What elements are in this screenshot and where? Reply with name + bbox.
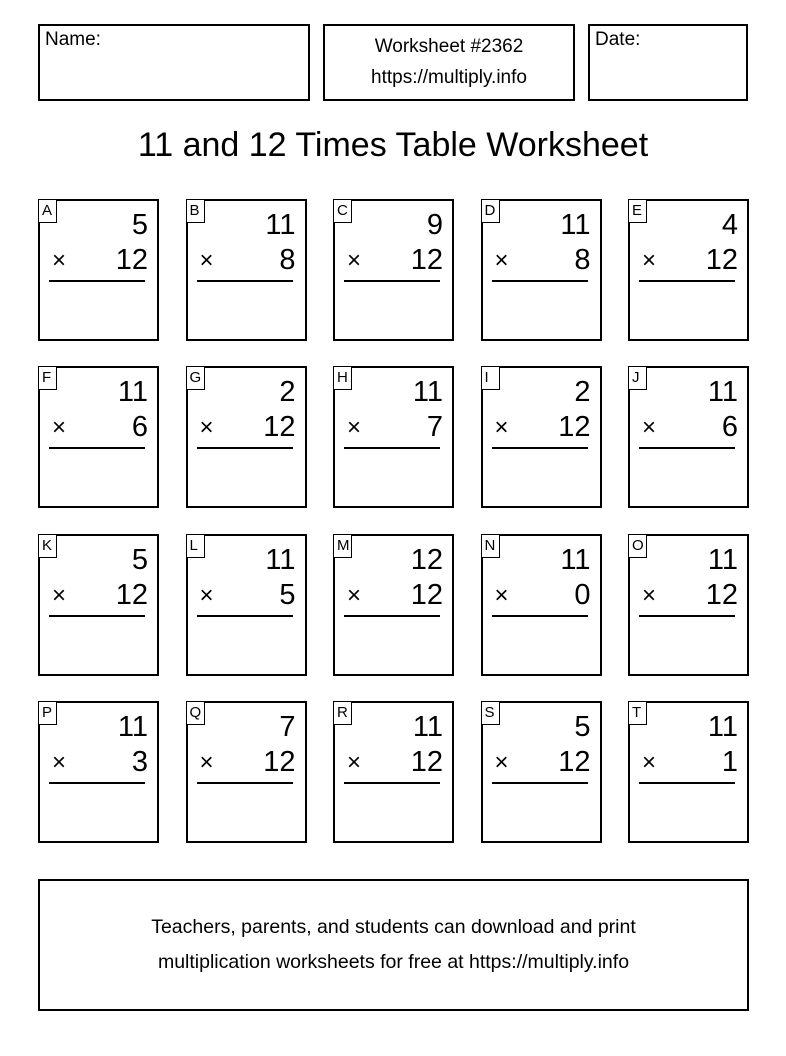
- problem-letter: E: [628, 199, 647, 223]
- problem-multiplicand: 4: [721, 209, 738, 241]
- answer-line: [344, 280, 440, 282]
- answer-line: [49, 447, 145, 449]
- problem-multiplier: 12: [115, 578, 148, 611]
- problem-card: [628, 199, 749, 341]
- problem-card: [628, 534, 749, 676]
- problem-multiplicand: 5: [131, 543, 148, 576]
- answer-line: [492, 280, 588, 282]
- problem-multiplicand: 11: [117, 710, 148, 743]
- footer-line-2: multiplication worksheets for free at https://multiply.info: [157, 951, 630, 973]
- multiply-sign: ×: [494, 748, 509, 776]
- problem-multiplicand: 11: [707, 710, 738, 743]
- answer-line: [639, 615, 735, 617]
- problem-multiplier: 6: [721, 411, 738, 444]
- answer-line: [344, 615, 440, 617]
- problem-multiplier: 8: [279, 244, 296, 276]
- multiply-sign: ×: [494, 414, 509, 442]
- problem-letter: B: [186, 199, 205, 223]
- problem-multiplicand: 7: [279, 710, 296, 743]
- problem-letter: P: [38, 701, 57, 725]
- multiply-sign: ×: [347, 414, 362, 442]
- multiply-sign: ×: [52, 414, 67, 442]
- problem-letter: H: [333, 366, 352, 390]
- multiply-sign: ×: [642, 748, 657, 776]
- multiply-sign: ×: [199, 748, 214, 776]
- answer-line: [49, 615, 145, 617]
- problem-multiplicand: 2: [574, 376, 591, 409]
- problem-letter: R: [333, 701, 352, 725]
- answer-line: [639, 280, 735, 282]
- problem-multiplicand: 5: [131, 209, 148, 241]
- problem-letter: A: [38, 199, 57, 223]
- problem-multiplicand: 11: [707, 376, 738, 409]
- name-field-box: [38, 24, 310, 101]
- multiply-sign: ×: [52, 247, 67, 274]
- problem-card: [186, 199, 307, 341]
- problem-card: [38, 534, 159, 676]
- answer-line: [197, 615, 293, 617]
- multiply-sign: ×: [199, 247, 214, 274]
- answer-line: [49, 280, 145, 282]
- problem-multiplier: 6: [131, 411, 148, 444]
- problem-letter: F: [38, 366, 57, 390]
- date-field-box: [588, 24, 748, 101]
- answer-line: [492, 447, 588, 449]
- problem-multiplicand: 11: [707, 543, 738, 576]
- name-label: Name:: [45, 29, 101, 50]
- problem-letter: N: [481, 534, 500, 558]
- multiply-sign: ×: [199, 581, 214, 609]
- answer-line: [197, 782, 293, 784]
- worksheet-number: Worksheet #2362: [374, 36, 524, 57]
- problem-multiplier: 12: [115, 244, 148, 276]
- multiply-sign: ×: [347, 581, 362, 609]
- problem-letter: S: [481, 701, 500, 725]
- multiply-sign: ×: [199, 414, 214, 442]
- problem-multiplier: 1: [721, 745, 738, 778]
- problem-multiplicand: 11: [560, 543, 591, 576]
- worksheet-title: 11 and 12 Times Table Worksheet: [137, 126, 649, 164]
- problem-multiplier: 5: [279, 578, 296, 611]
- problem-letter: Q: [186, 701, 205, 725]
- problem-card: [333, 199, 454, 341]
- footer-box: [38, 879, 749, 1011]
- problem-card: [333, 534, 454, 676]
- problem-multiplier: 12: [705, 244, 738, 276]
- problem-multiplier: 12: [705, 578, 738, 611]
- problem-multiplier: 3: [131, 745, 148, 778]
- problem-multiplicand: 11: [117, 376, 148, 409]
- problem-multiplicand: 11: [412, 376, 443, 409]
- problem-multiplicand: 11: [412, 710, 443, 743]
- problem-letter: I: [481, 366, 500, 390]
- problem-multiplicand: 11: [265, 543, 296, 576]
- problem-card: [481, 701, 602, 843]
- problem-card: [333, 366, 454, 508]
- problem-card: [38, 199, 159, 341]
- date-label: Date:: [595, 29, 641, 50]
- problem-card: [481, 366, 602, 508]
- answer-line: [492, 615, 588, 617]
- worksheet-info-box: [323, 24, 575, 101]
- problem-multiplier: 12: [558, 411, 591, 444]
- answer-line: [639, 782, 735, 784]
- problem-letter: T: [628, 701, 647, 725]
- problem-card: [186, 534, 307, 676]
- worksheet-url: https://multiply.info: [371, 67, 527, 88]
- problem-multiplicand: 11: [560, 209, 591, 241]
- problem-multiplicand: 9: [426, 209, 443, 241]
- problem-multiplier: 0: [574, 578, 591, 611]
- multiply-sign: ×: [494, 247, 509, 274]
- problem-multiplier: 12: [410, 244, 443, 276]
- problem-multiplier: 8: [574, 244, 591, 276]
- problem-multiplier: 12: [263, 745, 296, 778]
- problem-letter: G: [186, 366, 205, 390]
- problem-multiplier: 12: [263, 411, 296, 444]
- answer-line: [197, 280, 293, 282]
- problem-letter: O: [628, 534, 647, 558]
- problem-letter: M: [333, 534, 352, 558]
- multiply-sign: ×: [642, 247, 657, 274]
- problem-multiplier: 12: [558, 745, 591, 778]
- answer-line: [49, 782, 145, 784]
- multiply-sign: ×: [642, 414, 657, 442]
- problem-card: [38, 366, 159, 508]
- problem-letter: J: [628, 366, 647, 390]
- problem-card: [481, 199, 602, 341]
- problem-grid: [38, 199, 749, 843]
- problem-card: [628, 366, 749, 508]
- footer-line-1: Teachers, parents, and students can download and print: [151, 916, 636, 938]
- problem-multiplier: 12: [410, 578, 443, 611]
- answer-line: [639, 447, 735, 449]
- multiply-sign: ×: [52, 748, 67, 776]
- multiply-sign: ×: [52, 581, 67, 609]
- answer-line: [197, 447, 293, 449]
- problem-multiplicand: 11: [265, 209, 296, 241]
- problem-letter: K: [38, 534, 57, 558]
- problem-multiplicand: 12: [410, 543, 443, 576]
- problem-letter: C: [333, 199, 352, 223]
- problem-multiplier: 12: [410, 745, 443, 778]
- multiply-sign: ×: [494, 581, 509, 609]
- problem-card: [186, 701, 307, 843]
- answer-line: [344, 447, 440, 449]
- problem-multiplicand: 5: [574, 710, 591, 743]
- multiply-sign: ×: [642, 581, 657, 609]
- problem-card: [186, 366, 307, 508]
- answer-line: [492, 782, 588, 784]
- problem-multiplicand: 2: [279, 376, 296, 409]
- problem-card: [628, 701, 749, 843]
- problem-letter: L: [186, 534, 205, 558]
- answer-line: [344, 782, 440, 784]
- problem-card: [333, 701, 454, 843]
- multiply-sign: ×: [347, 748, 362, 776]
- problem-multiplier: 7: [426, 411, 443, 444]
- problem-letter: D: [481, 199, 500, 223]
- problem-card: [38, 701, 159, 843]
- multiply-sign: ×: [347, 247, 362, 274]
- problem-card: [481, 534, 602, 676]
